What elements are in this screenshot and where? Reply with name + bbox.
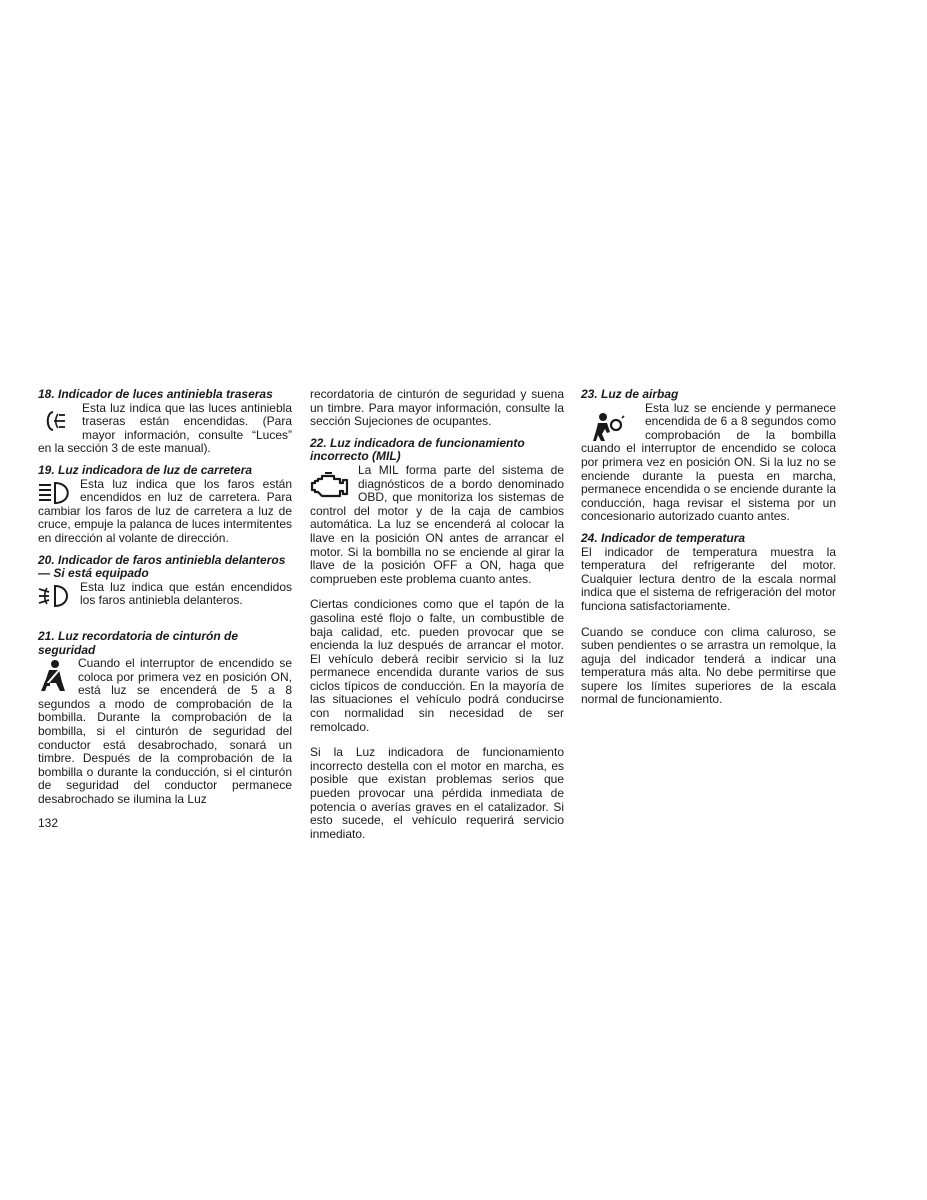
column-left: [38, 388, 292, 807]
section-24-text: El indicador de temperatura muestra la temperatura del refrigerante del motor. Cualquier lectura dentro de la escala normal indica que el sistema de refrigeración del motor funciona satisfactoriamente.: [581, 544, 836, 613]
section-18: [38, 402, 292, 456]
section-23-heading: 23. Luz de airbag: [581, 387, 679, 401]
airbag-icon: [593, 412, 625, 442]
mil-paragraph-3: Si la Luz indicadora de funcionamiento incorrecto destella con el motor en marcha, es posible que existan problemas serios que pueden provocar una pérdida inmediata de potencia o averías graves en el catalizador. Si esto sucede, el vehículo requerirá servicio inmediato.: [310, 745, 564, 841]
check-engine-icon: [310, 470, 350, 500]
column-middle: [310, 388, 564, 841]
section-20-text: Esta luz indica que están encendidos los faros antiniebla delanteros.: [80, 580, 292, 608]
section-22-heading-line1: 22. Luz indicadora de funcionamiento: [310, 435, 525, 450]
front-fog-light-icon: [38, 584, 70, 608]
section-20-heading-line2: — Si está equipado: [38, 566, 149, 581]
section-23: [581, 402, 836, 524]
section-18-text: Esta luz indica que las luces antiniebla traseras están encendidas. (Para mayor información, consulte “Luces” en la sección 3 de este manual).: [38, 401, 292, 456]
section-20-heading-line1: 20. Indicador de faros antiniebla delanteros: [38, 552, 286, 567]
section-24-heading: 24. Indicador de temperatura: [581, 530, 746, 545]
high-beam-icon: [38, 481, 70, 505]
rear-fog-light-icon: [44, 410, 68, 432]
section-19-text: Esta luz indica que los faros están encendidos en luz de carretera. Para cambiar los faros de luz de carretera a luz de cruce, empuje la palanca de luces intermitentes en dirección al volante de dirección.: [38, 477, 292, 545]
section-19-heading: 19. Luz indicadora de luz de carretera: [38, 462, 253, 477]
section-21-continued-text: recordatoria de cinturón de seguridad y suena un timbre. Para mayor información, consulte la sección Sujeciones de ocupantes.: [310, 387, 564, 429]
column-right: [581, 388, 836, 707]
section-20: [38, 581, 292, 608]
seat-belt-icon: [38, 659, 70, 693]
section-23-text: Esta luz se enciende y permanece encendida de 6 a 8 segundos como comprobación de la bombilla cuando el interruptor de encendido se coloca por primera vez en posición ON. Si la luz no se enciende durante la puesta en marcha, permanece encendida o se enciende durante la conducción, haga revisar el sistema por un concesionario autorizado cuanto antes.: [581, 401, 836, 524]
section-21-text: Cuando el interruptor de encendido se coloca por primera vez en posición ON, está luz se encenderá de 5 a 8 segundos a modo de comprobación de la bombilla. Durante la comprobación de la bombilla, si el cinturón de seguridad del conductor está desabrochado, sonará un timbre. Después de la comprobación de la bombilla o durante la conducción, si el cinturón de seguridad del conductor permanece desabrochado se ilumina la Luz: [38, 657, 292, 807]
section-22-text: La MIL forma parte del sistema de diagnósticos de a bordo denominado OBD, que monitoriza los sistemas de control del motor y de la caja de cambios automática. La luz se encenderá al colocar la llave en la posición ON antes de arrancar el motor. Si la bombilla no se enciende al girar la llave de la posición OFF a ON, haga que comprueben este problema cuanto antes.: [310, 463, 564, 586]
page-number: 132: [38, 816, 59, 830]
section-21-heading-line1: 21. Luz recordatoria de cinturón de: [38, 628, 239, 643]
section-18-heading: 18. Indicador de luces antiniebla traseras: [38, 387, 273, 401]
section-22-heading-line2: incorrecto (MIL): [310, 449, 401, 464]
section-21-heading-line2: seguridad: [38, 642, 96, 657]
mil-paragraph-2: Ciertas condiciones como que el tapón de la gasolina esté flojo o falte, un combustible de baja calidad, etc. pueden provocar que se encienda la luz después de arrancar el motor. El vehículo deberá recibir servicio si la luz permanece encendida durante varios de sus ciclos típicos de conducción. En la mayoría de las situaciones el vehículo podrá conducirse con normalidad sin necesidad de ser remolcado.: [310, 597, 564, 734]
section-19: [38, 478, 292, 546]
temperature-paragraph-2: Cuando se conduce con clima caluroso, se suben pendientes o se arrastra un remolque, la aguja del indicador tenderá a indicar una temperatura más alta. No debe permitirse que supere los límites superiores de la escala normal de funcionamiento.: [581, 624, 836, 707]
section-22: [310, 464, 564, 586]
section-21: [38, 657, 292, 807]
